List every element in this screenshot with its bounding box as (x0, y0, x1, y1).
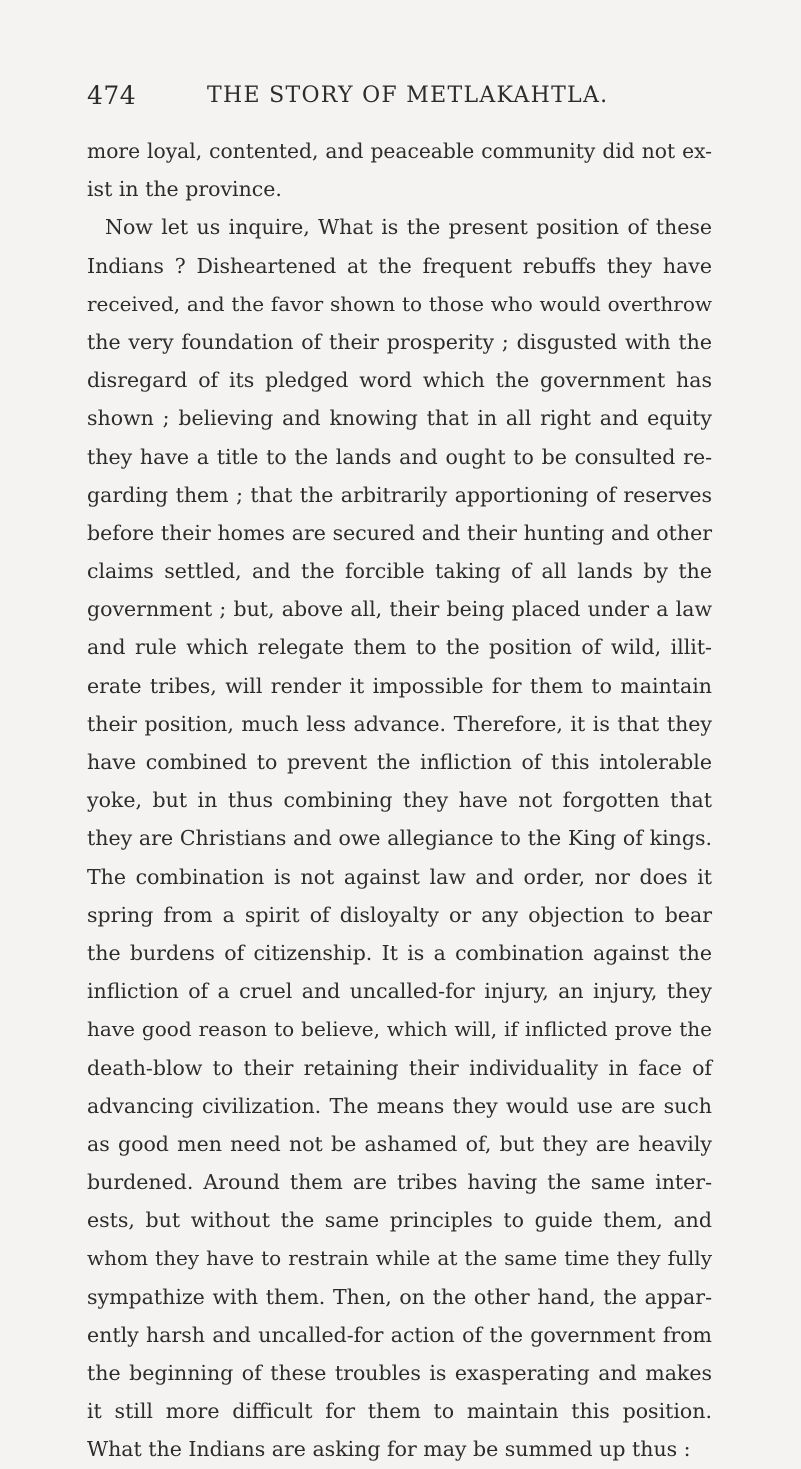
text-line: Now let us inquire, What is the present position of these (105, 215, 712, 240)
text-line: and rule which relegate them to the position of wild, illit- (87, 635, 712, 660)
text-line: sympathize with them. Then, on the other hand, the appar- (87, 1284, 712, 1309)
running-title: THE STORY OF METLAKAHTLA. (207, 83, 609, 108)
page-header (87, 78, 707, 114)
text-line: yoke, but in thus combining they have not forgotten that (87, 788, 712, 813)
text-line: infliction of a cruel and uncalled-for injury, an injury, they (87, 979, 712, 1004)
text-line: erate tribes, will render it impossible for them to maintain (87, 673, 712, 698)
text-line: advancing civilization. The means they would use are such (87, 1093, 712, 1118)
text-line: death-blow to their retaining their individuality in face of (87, 1055, 712, 1080)
text-line: the beginning of these troubles is exasperating and makes (87, 1361, 712, 1385)
text-line: What the Indians are asking for may be summed up thus : (87, 1437, 691, 1462)
text-line: the very foundation of their prosperity ; disgusted with the (87, 329, 712, 354)
text-line: spring from a spirit of disloyalty or any objection to bear (87, 902, 712, 927)
text-line: the burdens of citizenship. It is a combination against the (87, 940, 712, 965)
text-line: received, and the favor shown to those who would overthrow (87, 291, 712, 316)
text-line: ests, but without the same principles to guide them, and (87, 1208, 712, 1233)
text-line: it still more difficult for them to maintain this position. (87, 1399, 712, 1424)
text-line: ist in the province. (87, 177, 282, 202)
text-line: before their homes are secured and their hunting and other (87, 520, 712, 545)
text-line: they are Christians and owe allegiance to the King of kings. (87, 826, 712, 851)
page-number: 474 (87, 81, 137, 110)
text-line: garding them ; that the arbitrarily apportioning of reserves (87, 482, 712, 507)
text-line: ently harsh and uncalled-for action of the government from (87, 1322, 712, 1347)
text-line: have good reason to believe, which will, if inflicted prove the (87, 1017, 712, 1042)
text-line: The combination is not against law and order, nor does it (87, 864, 712, 889)
text-line: Indians ? Disheartened at the frequent rebuffs they have (87, 253, 712, 278)
text-line: whom they have to restrain while at the same time they fully (87, 1246, 712, 1271)
text-line: claims settled, and the forcible taking of all lands by the (87, 559, 712, 584)
text-line: more loyal, contented, and peaceable community did not ex- (87, 139, 712, 163)
text-line: shown ; believing and knowing that in all right and equity (87, 406, 712, 431)
text-line: have combined to prevent the infliction of this intolerable (87, 750, 712, 774)
text-line: burdened. Around them are tribes having the same inter- (87, 1170, 712, 1195)
text-line: as good men need not be ashamed of, but they are heavily (87, 1131, 712, 1156)
text-line: their position, much less advance. Therefore, it is that they (87, 711, 712, 736)
body-text (87, 132, 712, 1469)
text-line: they have a title to the lands and ought to be consulted re- (87, 444, 712, 469)
text-line: disregard of its pledged word which the government has (87, 368, 712, 393)
text-line: government ; but, above all, their being placed under a law (87, 597, 712, 622)
